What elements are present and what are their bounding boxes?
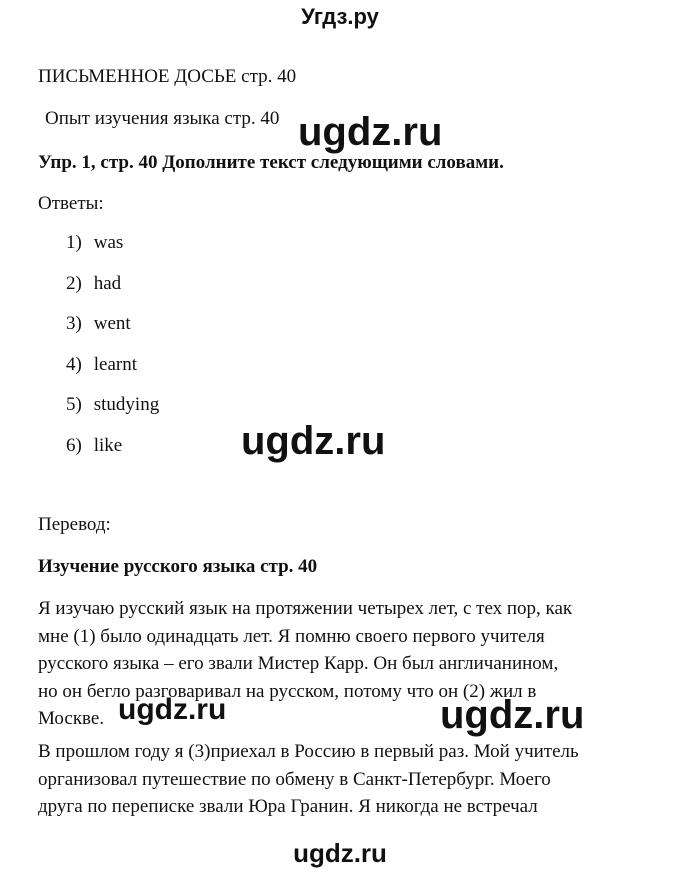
translation-paragraph-2 <box>38 738 638 821</box>
answer-text: had <box>93 272 122 294</box>
answer-number: 5) <box>66 394 82 415</box>
paragraph-line: русского языка – его звали Мистер Карр. Он был англичанином, <box>38 653 559 674</box>
answer-number: 4) <box>66 353 82 375</box>
footer-watermark: ugdz.ru <box>293 838 387 868</box>
answers-list <box>66 232 159 475</box>
answer-text: went <box>93 313 131 334</box>
answer-item <box>66 354 159 395</box>
watermark: ugdz.ru <box>118 693 227 726</box>
watermark: ugdz.ru <box>241 419 386 463</box>
answer-number: 6) <box>66 434 82 456</box>
answer-text: like <box>93 434 123 456</box>
exercise-title: Упр. 1, стр. 40 Дополните текст следующими словами. <box>38 152 504 173</box>
answer-item <box>66 273 159 314</box>
answers-label: Ответы: <box>38 193 104 214</box>
paragraph-line: друга по переписке звали Юра Гранин. Я никогда не встречал <box>38 796 538 817</box>
answer-number: 1) <box>66 232 82 253</box>
answer-item <box>66 435 159 476</box>
paragraph-line: Москве. <box>38 708 105 729</box>
paragraph-line: но он бегло разговаривал на русском, потому что он (2) жил в <box>38 680 537 702</box>
answer-number: 2) <box>66 272 82 294</box>
answer-text: learnt <box>93 353 138 375</box>
translation-label: Перевод: <box>38 514 111 535</box>
answer-item <box>66 394 159 435</box>
answer-item <box>66 313 159 354</box>
watermark: ugdz.ru <box>440 693 585 737</box>
subsection-title: Опыт изучения языка стр. 40 <box>45 108 280 129</box>
site-title: Угдз.ру <box>301 4 379 29</box>
paragraph-line: В прошлом году я (3)приехал в Россию в первый раз. Мой учитель <box>38 741 579 762</box>
section-title: ПИСЬМЕННОЕ ДОСЬЕ стр. 40 <box>38 66 297 87</box>
paragraph-line: Я изучаю русский язык на протяжении четырех лет, с тех пор, как <box>38 598 573 619</box>
answer-item <box>66 232 159 273</box>
answer-text: studying <box>93 394 160 415</box>
watermark: ugdz.ru <box>298 110 443 154</box>
paragraph-line: мне (1) было одинадцать лет. Я помню своего первого учителя <box>38 625 545 647</box>
answer-number: 3) <box>66 313 82 334</box>
translation-title: Изучение русского языка стр. 40 <box>38 556 318 577</box>
answer-text: was <box>93 232 124 253</box>
paragraph-line: организовал путешествие по обмену в Санкт-Петербург. Моего <box>38 768 551 790</box>
